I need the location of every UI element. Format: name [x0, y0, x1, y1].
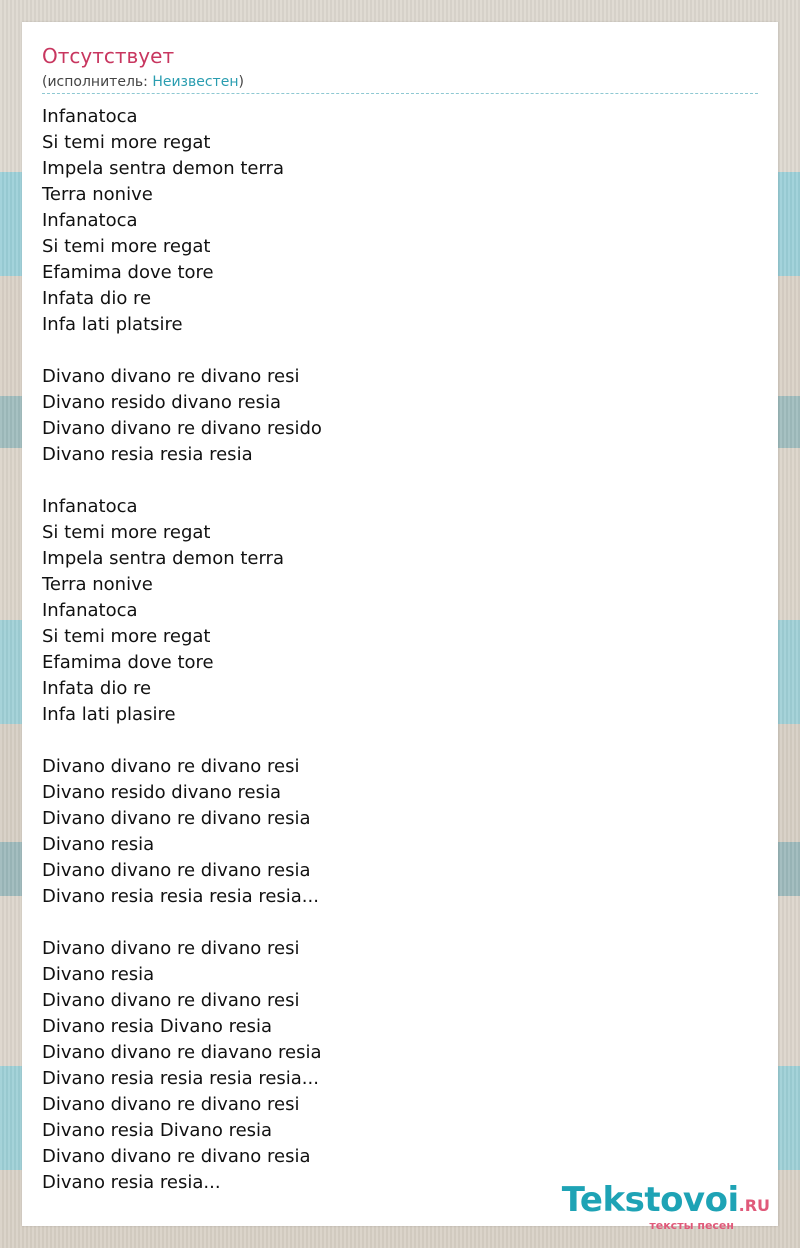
lyric-line: Divano resia resia... — [42, 1172, 221, 1193]
stanza-break — [42, 468, 742, 494]
lyric-line: Divano resia — [42, 964, 155, 985]
lyric-line: Terra nonive — [42, 184, 153, 205]
lyric-line: Impela sentra demon terra — [42, 158, 284, 179]
lyric-line: Divano divano re divano resi — [42, 756, 300, 777]
site-logo[interactable] — [562, 1182, 770, 1232]
stanza-break — [42, 338, 742, 364]
lyric-line: Divano resia resia resia resia... — [42, 886, 319, 907]
lyric-line: Infata dio re — [42, 288, 152, 309]
lyric-line: Impela sentra demon terra — [42, 548, 284, 569]
artist-link[interactable]: Неизвестен — [152, 74, 239, 90]
header-divider — [42, 93, 758, 94]
lyric-line: Terra nonive — [42, 574, 153, 595]
lyric-line: Divano divano re divano resi — [42, 990, 300, 1011]
lyric-line: Divano divano re diavano resia — [42, 1042, 322, 1063]
lyric-line: Divano resia Divano resia — [42, 1120, 273, 1141]
lyrics-body — [42, 104, 742, 1196]
lyric-line: Divano divano re divano resia — [42, 860, 311, 881]
lyric-line: Efamima dove tore — [42, 652, 214, 673]
lyric-line: Divano resia resia resia — [42, 444, 253, 465]
lyric-line: Si temi more regat — [42, 626, 211, 647]
lyric-line: Divano divano re divano resi — [42, 1094, 300, 1115]
lyric-line: Divano resia — [42, 834, 155, 855]
lyric-line: Divano divano re divano resia — [42, 1146, 311, 1167]
lyric-line: Si temi more regat — [42, 522, 211, 543]
stanza-break — [42, 910, 742, 936]
lyric-line: Divano resia resia resia resia... — [42, 1068, 319, 1089]
lyric-line: Divano divano re divano resia — [42, 808, 311, 829]
lyric-line: Divano resia Divano resia — [42, 1016, 273, 1037]
lyric-line: Infa lati platsire — [42, 314, 183, 335]
lyric-line: Divano divano re divano resi — [42, 366, 300, 387]
artist-suffix: ) — [238, 74, 244, 90]
lyric-line: Si temi more regat — [42, 236, 211, 257]
lyric-line: Divano divano re divano resi — [42, 938, 300, 959]
song-title: Отсутствует — [42, 44, 175, 68]
lyric-line: Efamima dove tore — [42, 262, 214, 283]
lyric-line: Infanatoca — [42, 106, 138, 127]
lyric-line: Divano resido divano resia — [42, 392, 282, 413]
lyric-line: Si temi more regat — [42, 132, 211, 153]
lyric-line: Divano divano re divano resido — [42, 418, 322, 439]
logo-wordmark — [562, 1182, 770, 1224]
artist-prefix: (исполнитель: — [42, 74, 153, 90]
logo-tld: .RU — [738, 1196, 770, 1215]
logo-name: Tekstovoi — [561, 1180, 739, 1220]
lyric-line: Infanatoca — [42, 210, 138, 231]
stanza-break — [42, 728, 742, 754]
artist-line — [42, 73, 244, 91]
logo-tagline: тексты песен — [649, 1219, 734, 1232]
lyric-line: Infanatoca — [42, 600, 138, 621]
lyric-line: Infata dio re — [42, 678, 152, 699]
lyric-line: Divano resido divano resia — [42, 782, 282, 803]
lyric-line: Infa lati plasire — [42, 704, 176, 725]
lyrics-card — [22, 22, 778, 1232]
lyric-line: Infanatoca — [42, 496, 138, 517]
